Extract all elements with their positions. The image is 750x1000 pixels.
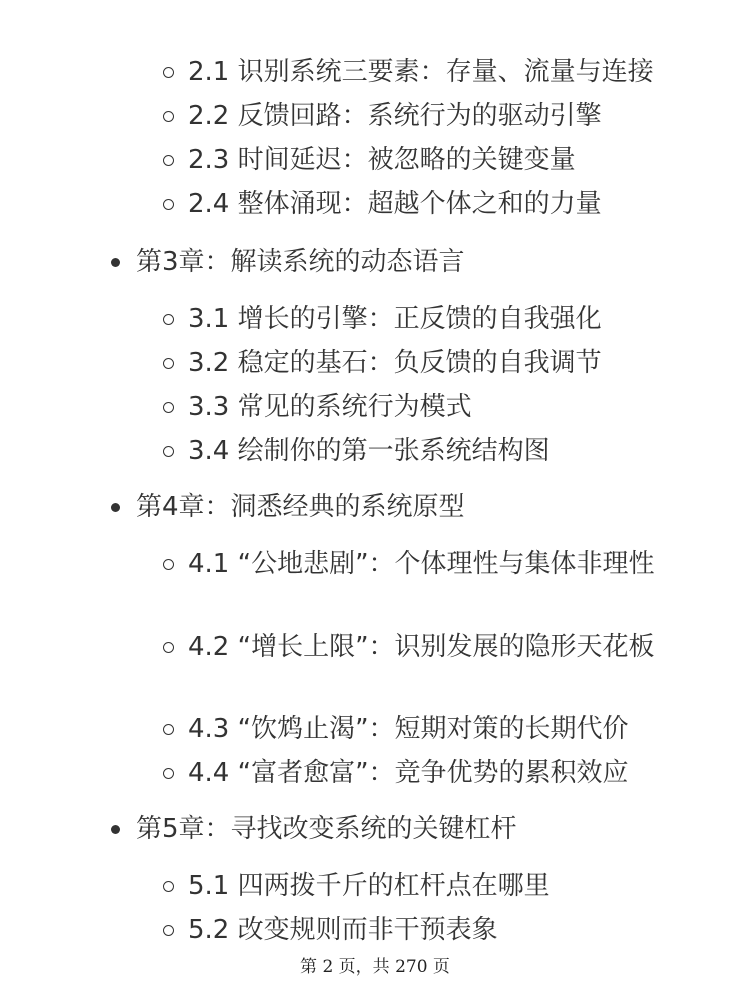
toc-label: 2.2 反馈回路：系统行为的驱动引擎 <box>188 101 602 131</box>
toc-label: 4.1 “公地悲剧”：个体理性与集体非理性 <box>188 549 655 579</box>
toc-label: 2.4 整体涌现：超越个体之和的力量 <box>188 189 602 219</box>
bullet-icon <box>111 258 120 267</box>
toc-label: 5.2 改变规则而非干预表象 <box>188 915 498 945</box>
hollow-bullet-icon <box>163 155 174 166</box>
toc-label: 第3章：解读系统的动态语言 <box>136 247 465 277</box>
hollow-bullet-icon <box>163 559 174 570</box>
toc-label: 3.4 绘制你的第一张系统结构图 <box>188 436 550 466</box>
toc-label: 4.3 “饮鸩止渴”：短期对策的长期代价 <box>188 714 629 744</box>
toc-section-5-2 <box>188 914 498 946</box>
toc-label: 5.1 四两拨千斤的杠杆点在哪里 <box>188 871 550 901</box>
toc-label: 3.3 常见的系统行为模式 <box>188 392 472 422</box>
toc-section-3-4 <box>188 435 550 467</box>
toc-section-5-1 <box>188 870 550 902</box>
toc-chapter-5 <box>136 813 517 845</box>
toc-section-2-2 <box>188 100 602 132</box>
hollow-bullet-icon <box>163 358 174 369</box>
hollow-bullet-icon <box>163 768 174 779</box>
toc-section-3-2 <box>188 347 602 379</box>
hollow-bullet-icon <box>163 925 174 936</box>
hollow-bullet-icon <box>163 724 174 735</box>
toc-label: 3.1 增长的引擎：正反馈的自我强化 <box>188 304 602 334</box>
toc-chapter-4 <box>136 491 465 523</box>
hollow-bullet-icon <box>163 67 174 78</box>
toc-section-3-1 <box>188 303 602 335</box>
hollow-bullet-icon <box>163 199 174 210</box>
hollow-bullet-icon <box>163 111 174 122</box>
toc-label: 2.3 时间延迟：被忽略的关键变量 <box>188 145 576 175</box>
page-number: 第 2 页，共 270 页 <box>300 957 450 977</box>
toc-label: 2.1 识别系统三要素：存量、流量与连接 <box>188 57 654 87</box>
toc-label: 4.2 “增长上限”：识别发展的隐形天花板 <box>188 632 655 662</box>
toc-label: 第4章：洞悉经典的系统原型 <box>136 492 465 522</box>
hollow-bullet-icon <box>163 314 174 325</box>
toc-chapter-3 <box>136 246 465 278</box>
toc-section-2-4 <box>188 188 602 220</box>
toc-section-4-3 <box>188 713 629 745</box>
toc-section-4-2 <box>188 631 668 663</box>
toc-section-4-4 <box>188 757 629 789</box>
toc-section-3-3 <box>188 391 472 423</box>
toc-section-2-3 <box>188 144 576 176</box>
bullet-icon <box>111 503 120 512</box>
hollow-bullet-icon <box>163 446 174 457</box>
toc-section-2-1 <box>188 56 654 88</box>
toc-label: 第5章：寻找改变系统的关键杠杆 <box>136 814 517 844</box>
toc-label: 4.4 “富者愈富”：竞争优势的累积效应 <box>188 758 629 788</box>
hollow-bullet-icon <box>163 642 174 653</box>
toc-section-4-1 <box>188 548 668 580</box>
bullet-icon <box>111 825 120 834</box>
hollow-bullet-icon <box>163 402 174 413</box>
toc-label: 3.2 稳定的基石：负反馈的自我调节 <box>188 348 602 378</box>
hollow-bullet-icon <box>163 881 174 892</box>
